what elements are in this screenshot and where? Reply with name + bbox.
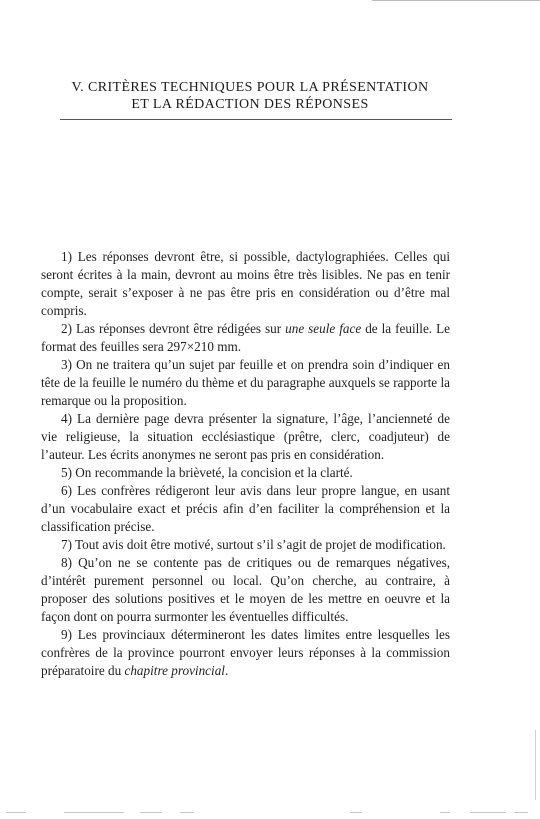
paragraph-text: 7) Tout avis doit être motivé, surtout s’il s’agit de projet de modification. <box>61 537 446 552</box>
page-edge-line <box>535 730 536 800</box>
paragraph-7 <box>41 536 450 554</box>
paragraph-6 <box>41 482 450 536</box>
bottom-scan-marks <box>0 812 540 816</box>
heading-line-1: V. CRITÈRES TECHNIQUES POUR LA PRÉSENTATION <box>71 80 429 95</box>
paragraph-3 <box>41 356 450 410</box>
paragraph-text: 8) Qu’on ne se contente pas de critiques ou de remarques négatives, d’intérêt purement personnel ou local. Qu’on cherche, au contraire, à proposer des solutions positives et le moyen de les mettre en oeuvre et la façon dont on pourra surmonter les éventuelles difficultés. <box>41 555 450 624</box>
paragraph-2 <box>41 320 450 356</box>
paragraph-text: 5) On recommande la brièveté, la concision et la clarté. <box>61 465 353 480</box>
italic-text: chapitre provincial <box>124 663 225 678</box>
paragraph-text: . <box>224 663 229 678</box>
body-text <box>41 248 450 680</box>
paragraph-4 <box>41 410 450 464</box>
paragraph-text: 6) Les confrères rédigeront leur avis dans leur propre langue, en usant d’un vocabulaire exact et précis afin d’en faciliter la compréhension et la classification précise. <box>41 483 450 534</box>
italic-text: une seule face <box>285 321 362 336</box>
heading-line-2: ET LA RÉDACTION DES RÉPONSES <box>131 97 369 112</box>
paragraph-9 <box>41 626 450 680</box>
heading-rule <box>60 119 452 120</box>
paragraph-text: 3) On ne traitera qu’un sujet par feuille et on prendra soin d’indiquer en tête de la feuille le numéro du thème et du paragraphe auxquels se rapporte la remarque ou la proposition. <box>41 357 450 408</box>
paragraph-8 <box>41 554 450 626</box>
paragraph-text: 1) Les réponses devront être, si possible, dactylographiées. Celles qui seront écrites à la main, devront au moins être très lisibles. Ne pas en tenir compte, serait s’exposer à ne pas être pris en considération ou d’être mal compris. <box>41 249 450 318</box>
paragraph-text: de la feuille. Le format des feuilles sera 297×210 mm. <box>41 321 450 354</box>
top-rule <box>372 0 540 1</box>
paragraph-text: 9) Les provinciaux détermineront les dates limites entre lesquelles les confrères de la province pourront envoyer leurs réponses à la commission préparatoire du <box>41 627 450 678</box>
paragraph-text: 4) La dernière page devra présenter la signature, l’âge, l’ancienneté de vie religieuse, la situation ecclésiastique (prêtre, clerc, coadjuteur) de l’auteur. Les écrits anonymes ne seront pas pris en considération. <box>41 411 450 462</box>
section-heading <box>40 79 460 113</box>
paragraph-1 <box>41 248 450 320</box>
paragraph-text: 2) Las réponses devront être rédigées sur <box>61 321 286 336</box>
paragraph-5 <box>41 464 450 482</box>
